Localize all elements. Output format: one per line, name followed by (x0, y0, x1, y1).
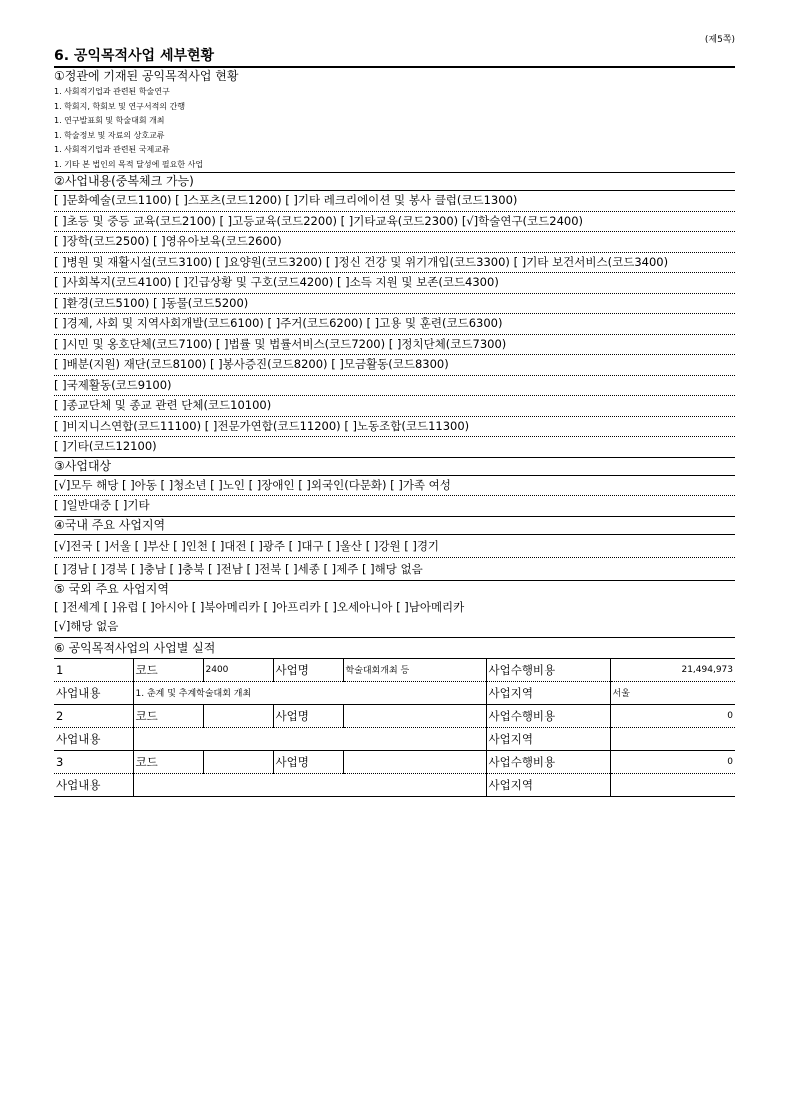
business-content-row[interactable]: [ ]문화예술(코드1100) [ ]스포츠(코드1200) [ ]기타 레크리에이션 및 봉사 클럽(코드1300) (54, 190, 735, 212)
code-value[interactable] (203, 750, 273, 773)
purpose-heading: ①정관에 기재된 공익목적사업 현황 (54, 69, 239, 83)
project-detail-row (54, 727, 735, 750)
business-content-row[interactable]: [ ]배분(지원) 재단(코드8100) [ ]봉사증진(코드8200) [ ]모금활동(코드8300) (54, 355, 735, 376)
region-value[interactable] (610, 773, 735, 796)
target-row[interactable]: [ ]일반대중 [ ]기타 (54, 496, 735, 517)
business-content-row[interactable]: [ ]사회복지(코드4100) [ ]긴급상황 및 구호(코드4200) [ ]소득 지원 및 보존(코드4300) (54, 273, 735, 294)
form-page (54, 34, 735, 797)
business-content-row[interactable]: [ ]환경(코드5100) [ ]동물(코드5200) (54, 294, 735, 315)
purpose-item: 1. 연구발표회 및 학술대회 개최 (54, 116, 165, 125)
business-content-row[interactable]: [ ]장학(코드2500) [ ]영유아보육(코드2600) (54, 232, 735, 253)
code-label: 코드 (133, 658, 203, 681)
project-row (54, 704, 735, 727)
overseas-region-row[interactable]: [ ]전세계 [ ]유럽 [ ]아시아 [ ]북아메리카 [ ]아프리카 [ ]오세아니아 [ ]남아메리카 (54, 599, 465, 614)
code-label: 코드 (133, 704, 203, 727)
business-content-row[interactable]: [ ]초등 및 중등 교육(코드2100) [ ]고등교육(코드2200) [ ]기타교육(코드2300) [√]학술연구(코드2400) (54, 212, 735, 233)
domestic-region-row[interactable]: [ ]경남 [ ]경북 [ ]충남 [ ]충북 [ ]전남 [ ]전북 [ ]세종 [ ]제주 [ ]해당 없음 (54, 558, 735, 581)
region-label: 사업지역 (486, 773, 610, 796)
purpose-item: 1. 학회지, 학회보 및 연구서적의 간행 (54, 101, 186, 111)
business-content-row[interactable]: [ ]종교단체 및 종교 관련 단체(코드10100) (54, 396, 735, 417)
page-number: (제5쪽) (704, 35, 735, 45)
project-name-label: 사업명 (273, 704, 343, 727)
region-value[interactable]: 서울 (610, 681, 735, 704)
business-content-row[interactable]: [ ]병원 및 재활시설(코드3100) [ ]요양원(코드3200) [ ]정신 건강 및 위기개입(코드3300) [ ]기타 보건서비스(코드3400) (54, 253, 735, 274)
region-label: 사업지역 (486, 727, 610, 750)
purpose-item: 1. 기타 본 법인의 목적 달성에 필요한 사업 (54, 159, 204, 169)
business-content-row[interactable]: [ ]경제, 사회 및 지역사회개발(코드6100) [ ]주거(코드6200) [ ]고용 및 훈련(코드6300) (54, 314, 735, 335)
target-heading: ③사업대상 (54, 458, 112, 473)
cost-label: 사업수행비용 (486, 750, 610, 773)
performance-heading: ⑥ 공익목적사업의 사업별 실적 (54, 640, 216, 655)
overseas-region-heading: ⑤ 국외 주요 사업지역 (54, 581, 169, 596)
code-value[interactable]: 2400 (203, 658, 273, 681)
project-name-value[interactable]: 학술대회개최 등 (343, 658, 486, 681)
project-number: 3 (54, 750, 133, 773)
project-name-value[interactable] (343, 750, 486, 773)
code-label: 코드 (133, 750, 203, 773)
content-label: 사업내용 (54, 681, 133, 704)
project-row (54, 658, 735, 681)
project-row (54, 750, 735, 773)
overseas-region-row[interactable]: [√]해당 없음 (54, 617, 735, 638)
content-value[interactable] (133, 773, 486, 796)
project-number: 1 (54, 658, 133, 681)
cost-value[interactable]: 0 (610, 704, 735, 727)
content-label: 사업내용 (54, 727, 133, 750)
cost-label: 사업수행비용 (486, 658, 610, 681)
content-value[interactable]: 1. 춘계 및 추계학술대회 개최 (133, 681, 486, 704)
purpose-item: 1. 사회적기업과 관련된 학술연구 (54, 87, 170, 96)
purpose-list (54, 85, 735, 173)
project-detail-row (54, 773, 735, 796)
target-row[interactable]: [√]모두 해당 [ ]아동 [ ]청소년 [ ]노인 [ ]장애인 [ ]외국인(다문화) [ ]가족 여성 (54, 475, 735, 497)
business-content-row[interactable]: [ ]국제활동(코드9100) (54, 376, 735, 397)
region-value[interactable] (610, 727, 735, 750)
project-name-value[interactable] (343, 704, 486, 727)
business-content-heading: ②사업내용(중복체크 가능) (54, 174, 194, 188)
domestic-region-row[interactable]: [√]전국 [ ]서울 [ ]부산 [ ]인천 [ ]대전 [ ]광주 [ ]대구 [ ]울산 [ ]강원 [ ]경기 (54, 534, 735, 558)
business-content-row[interactable]: [ ]비지니스연합(코드11100) [ ]전문가연합(코드11200) [ ]노동조합(코드11300) (54, 417, 735, 438)
project-name-label: 사업명 (273, 750, 343, 773)
cost-value[interactable]: 21,494,973 (610, 658, 735, 681)
project-number: 2 (54, 704, 133, 727)
region-label: 사업지역 (486, 681, 610, 704)
business-content-row[interactable]: [ ]시민 및 옹호단체(코드7100) [ ]법률 및 법률서비스(코드7200) [ ]정치단체(코드7300) (54, 335, 735, 356)
cost-value[interactable]: 0 (610, 750, 735, 773)
content-value[interactable] (133, 727, 486, 750)
domestic-region-heading: ④국내 주요 사업지역 (54, 517, 166, 532)
section-title: 6. 공익목적사업 세부현황 (54, 46, 735, 68)
code-value[interactable] (203, 704, 273, 727)
project-name-label: 사업명 (273, 658, 343, 681)
performance-table (54, 658, 735, 797)
business-content-row[interactable]: [ ]기타(코드12100) (54, 437, 735, 458)
cost-label: 사업수행비용 (486, 704, 610, 727)
purpose-item: 1. 사회적기업과 관련된 국제교류 (54, 145, 170, 154)
purpose-item: 1. 학술정보 및 자료의 상호교류 (54, 130, 165, 140)
content-label: 사업내용 (54, 773, 133, 796)
project-detail-row (54, 681, 735, 704)
